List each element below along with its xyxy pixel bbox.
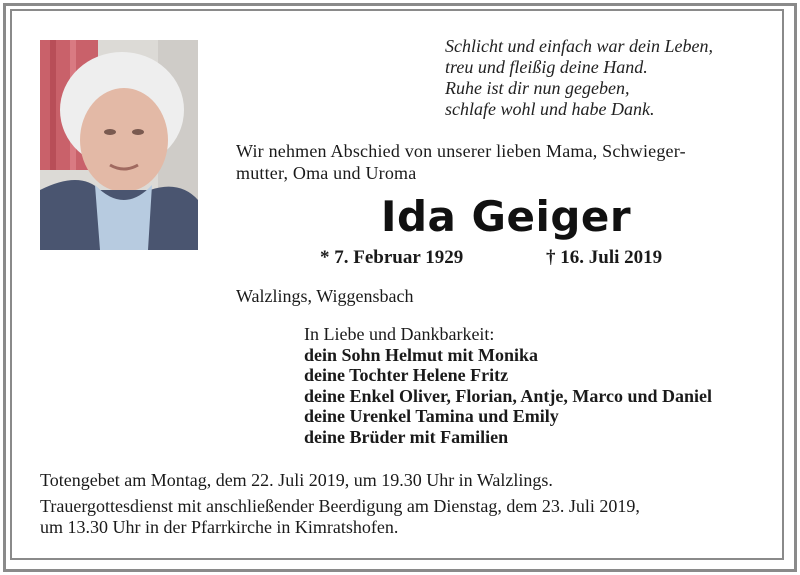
funeral-notice-line: um 13.30 Uhr in der Pfarrkirche in Kimratshofen. — [40, 517, 399, 537]
farewell-intro — [236, 140, 776, 184]
hometown: Walzlings, Wiggensbach — [236, 286, 414, 306]
mourner-line: dein Sohn Helmut mit Monika — [304, 344, 539, 365]
mourner-line: deine Tochter Helene Fritz — [304, 365, 509, 385]
poem-line: Ruhe ist dir nun gegeben, — [445, 78, 630, 98]
intro-line: mutter, Oma und Uroma — [236, 163, 417, 183]
portrait-photo — [40, 40, 198, 250]
mourners-list — [304, 324, 774, 447]
poem — [445, 36, 775, 120]
poem-line: schlafe wohl und habe Dank. — [445, 99, 655, 119]
prayer-notice: Totengebet am Montag, dem 22. Juli 2019, um 19.30 Uhr in Walzlings. — [40, 470, 553, 490]
poem-line: Schlicht und einfach war dein Leben, — [445, 36, 713, 56]
mourners-lead: In Liebe und Dankbarkeit: — [304, 324, 495, 344]
service-info — [40, 470, 770, 538]
mourner-line: deine Enkel Oliver, Florian, Antje, Marco und Daniel — [304, 385, 713, 406]
poem-line: treu und fleißig deine Hand. — [445, 57, 648, 77]
death-date: † 16. Juli 2019 — [546, 247, 663, 268]
mourner-line: deine Brüder mit Familien — [304, 426, 509, 447]
birth-date: * 7. Februar 1929 — [320, 247, 464, 268]
portrait-image — [40, 40, 198, 250]
intro-line: Wir nehmen Abschied von unserer lieben Mama, Schwieger- — [236, 141, 686, 161]
funeral-notice-line: Trauergottesdienst mit anschließender Beerdigung am Dienstag, dem 23. Juli 2019, — [40, 496, 640, 516]
mourner-line: deine Urenkel Tamina und Emily — [304, 406, 559, 426]
deceased-name: Ida Geiger — [380, 192, 632, 241]
